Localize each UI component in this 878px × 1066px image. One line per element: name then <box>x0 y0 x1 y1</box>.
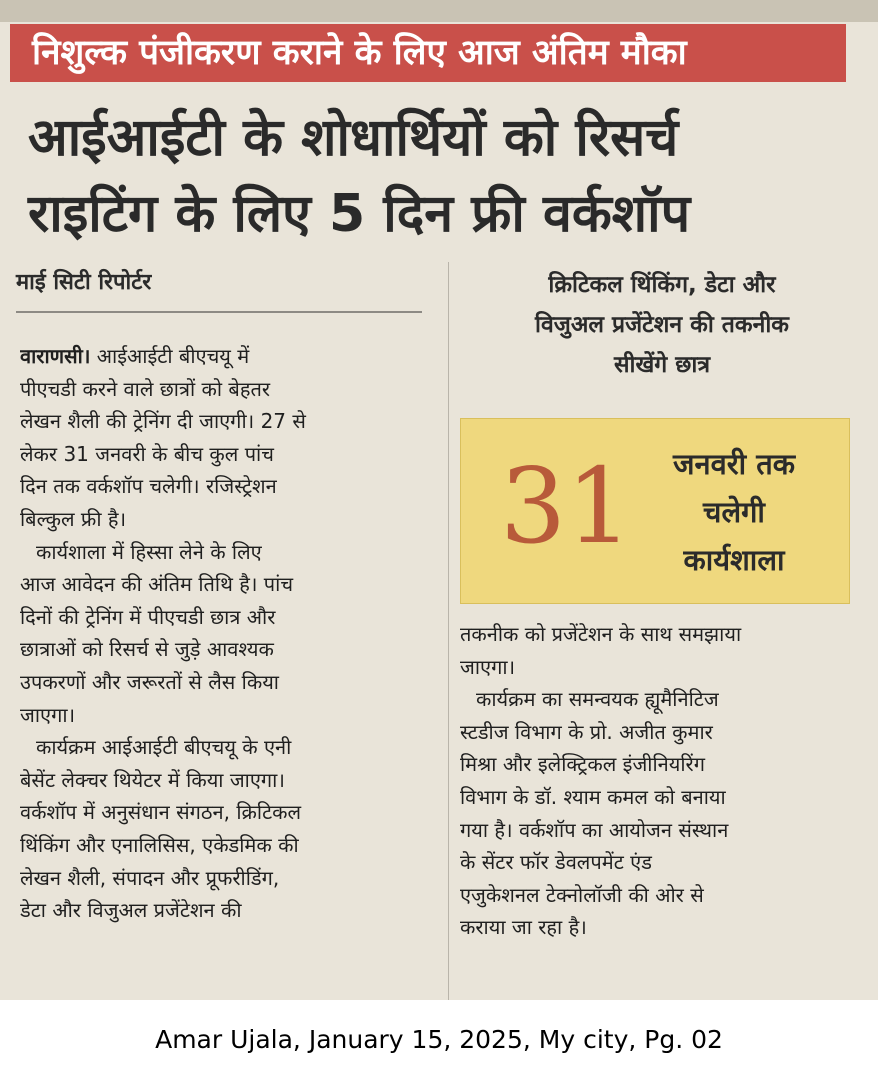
article-line: एजुकेशनल टेक्नोलॉजी की ओर से <box>460 882 704 907</box>
article-line: छात्राओं को रिसर्च से जुड़े आवश्यक <box>20 637 274 662</box>
article-line: स्टडीज विभाग के प्रो. अजीत कुमार <box>460 719 713 744</box>
article-line: थिंकिंग और एनालिसिस, एकेडमिक की <box>20 832 299 857</box>
kicker-banner: निशुल्क पंजीकरण कराने के लिए आज अंतिम मौका <box>10 24 846 82</box>
article-line: मिश्रा और इलेक्ट्रिकल इंजीनियरिंग <box>460 752 705 777</box>
article-column-left <box>20 340 428 927</box>
article-line <box>20 340 428 373</box>
subheadline-line: सीखेंगे छात्र <box>613 352 711 378</box>
article-line: दिन तक वर्कशॉप चलेगी। रजिस्ट्रेशन <box>20 474 277 499</box>
article-line: कार्यक्रम आईआईटी बीएचयू के एनी <box>36 735 292 760</box>
article-column-right <box>460 618 860 944</box>
headline-line: आईआईटी के शोधार्थियों को रिसर्च <box>28 108 679 168</box>
clipping-top-edge <box>0 0 878 22</box>
callout-text <box>636 440 832 584</box>
article-line: लेकर 31 जनवरी के बीच कुल पांच <box>20 441 274 466</box>
subheadline <box>458 265 866 385</box>
article-line: गया है। वर्कशॉप का आयोजन संस्थान <box>460 817 729 842</box>
article-line: तकनीक को प्रजेंटेशन के साथ समझाया <box>460 622 742 646</box>
callout-text-line: चलेगी <box>703 495 765 529</box>
article-line: लेखन शैली की ट्रेनिंग दी जाएगी। 27 से <box>20 409 306 434</box>
article-line: उपकरणों और जरूरतों से लैस किया <box>20 669 279 694</box>
callout-box <box>460 418 850 604</box>
article-line-text: आईआईटी बीएचयू में <box>96 344 250 368</box>
article-line: डेटा और विजुअल प्रजेंटेशन की <box>20 898 242 923</box>
subheadline-line: क्रिटिकल थिंकिंग, डेटा और <box>548 272 776 298</box>
article-line: जाएगा। <box>20 702 76 727</box>
article-line: बेसेंट लेक्चर थियेटर में किया जाएगा। <box>20 767 285 792</box>
article-line: वर्कशॉप में अनुसंधान संगठन, क्रिटिकल <box>20 800 302 825</box>
article-line: जाएगा। <box>460 654 516 679</box>
article-line: लेखन शैली, संपादन और प्रूफरीडिंग, <box>20 865 280 890</box>
article-line: कार्यशाला में हिस्सा लेने के लिए <box>36 539 262 564</box>
source-caption: Amar Ujala, January 15, 2025, My city, Pg. 02 <box>155 1025 723 1054</box>
article-line: दिनों की ट्रेनिंग में पीएचडी छात्र और <box>20 604 276 629</box>
article-line: कार्यक्रम का समन्वयक ह्यूमैनिटिज <box>476 687 719 712</box>
byline: माई सिटी रिपोर्टर <box>16 270 152 295</box>
column-divider <box>448 262 449 1000</box>
article-line: कराया जा रहा है। <box>460 915 587 940</box>
byline-rule <box>16 311 422 313</box>
headline-line: राइटिंग के लिए 5 दिन फ्री वर्कशॉप <box>28 184 691 244</box>
subheadline-line: विजुअल प्रजेंटेशन की तकनीक <box>535 312 789 338</box>
dateline: वाराणसी। <box>20 344 91 368</box>
article-line: के सेंटर फॉर डेवलपमेंट एंड <box>460 850 652 875</box>
article-line: आज आवेदन की अंतिम तिथि है। पांच <box>20 572 294 597</box>
callout-text-line: जनवरी तक <box>672 447 795 481</box>
headline <box>28 100 848 252</box>
article-line: बिल्कुल फ्री है। <box>20 506 127 531</box>
callout-number: 31 <box>500 445 633 567</box>
callout-text-line: कार्यशाला <box>683 543 785 577</box>
article-line: विभाग के डॉ. श्याम कमल को बनाया <box>460 784 726 809</box>
article-line: पीएचडी करने वाले छात्रों को बेहतर <box>20 376 271 401</box>
